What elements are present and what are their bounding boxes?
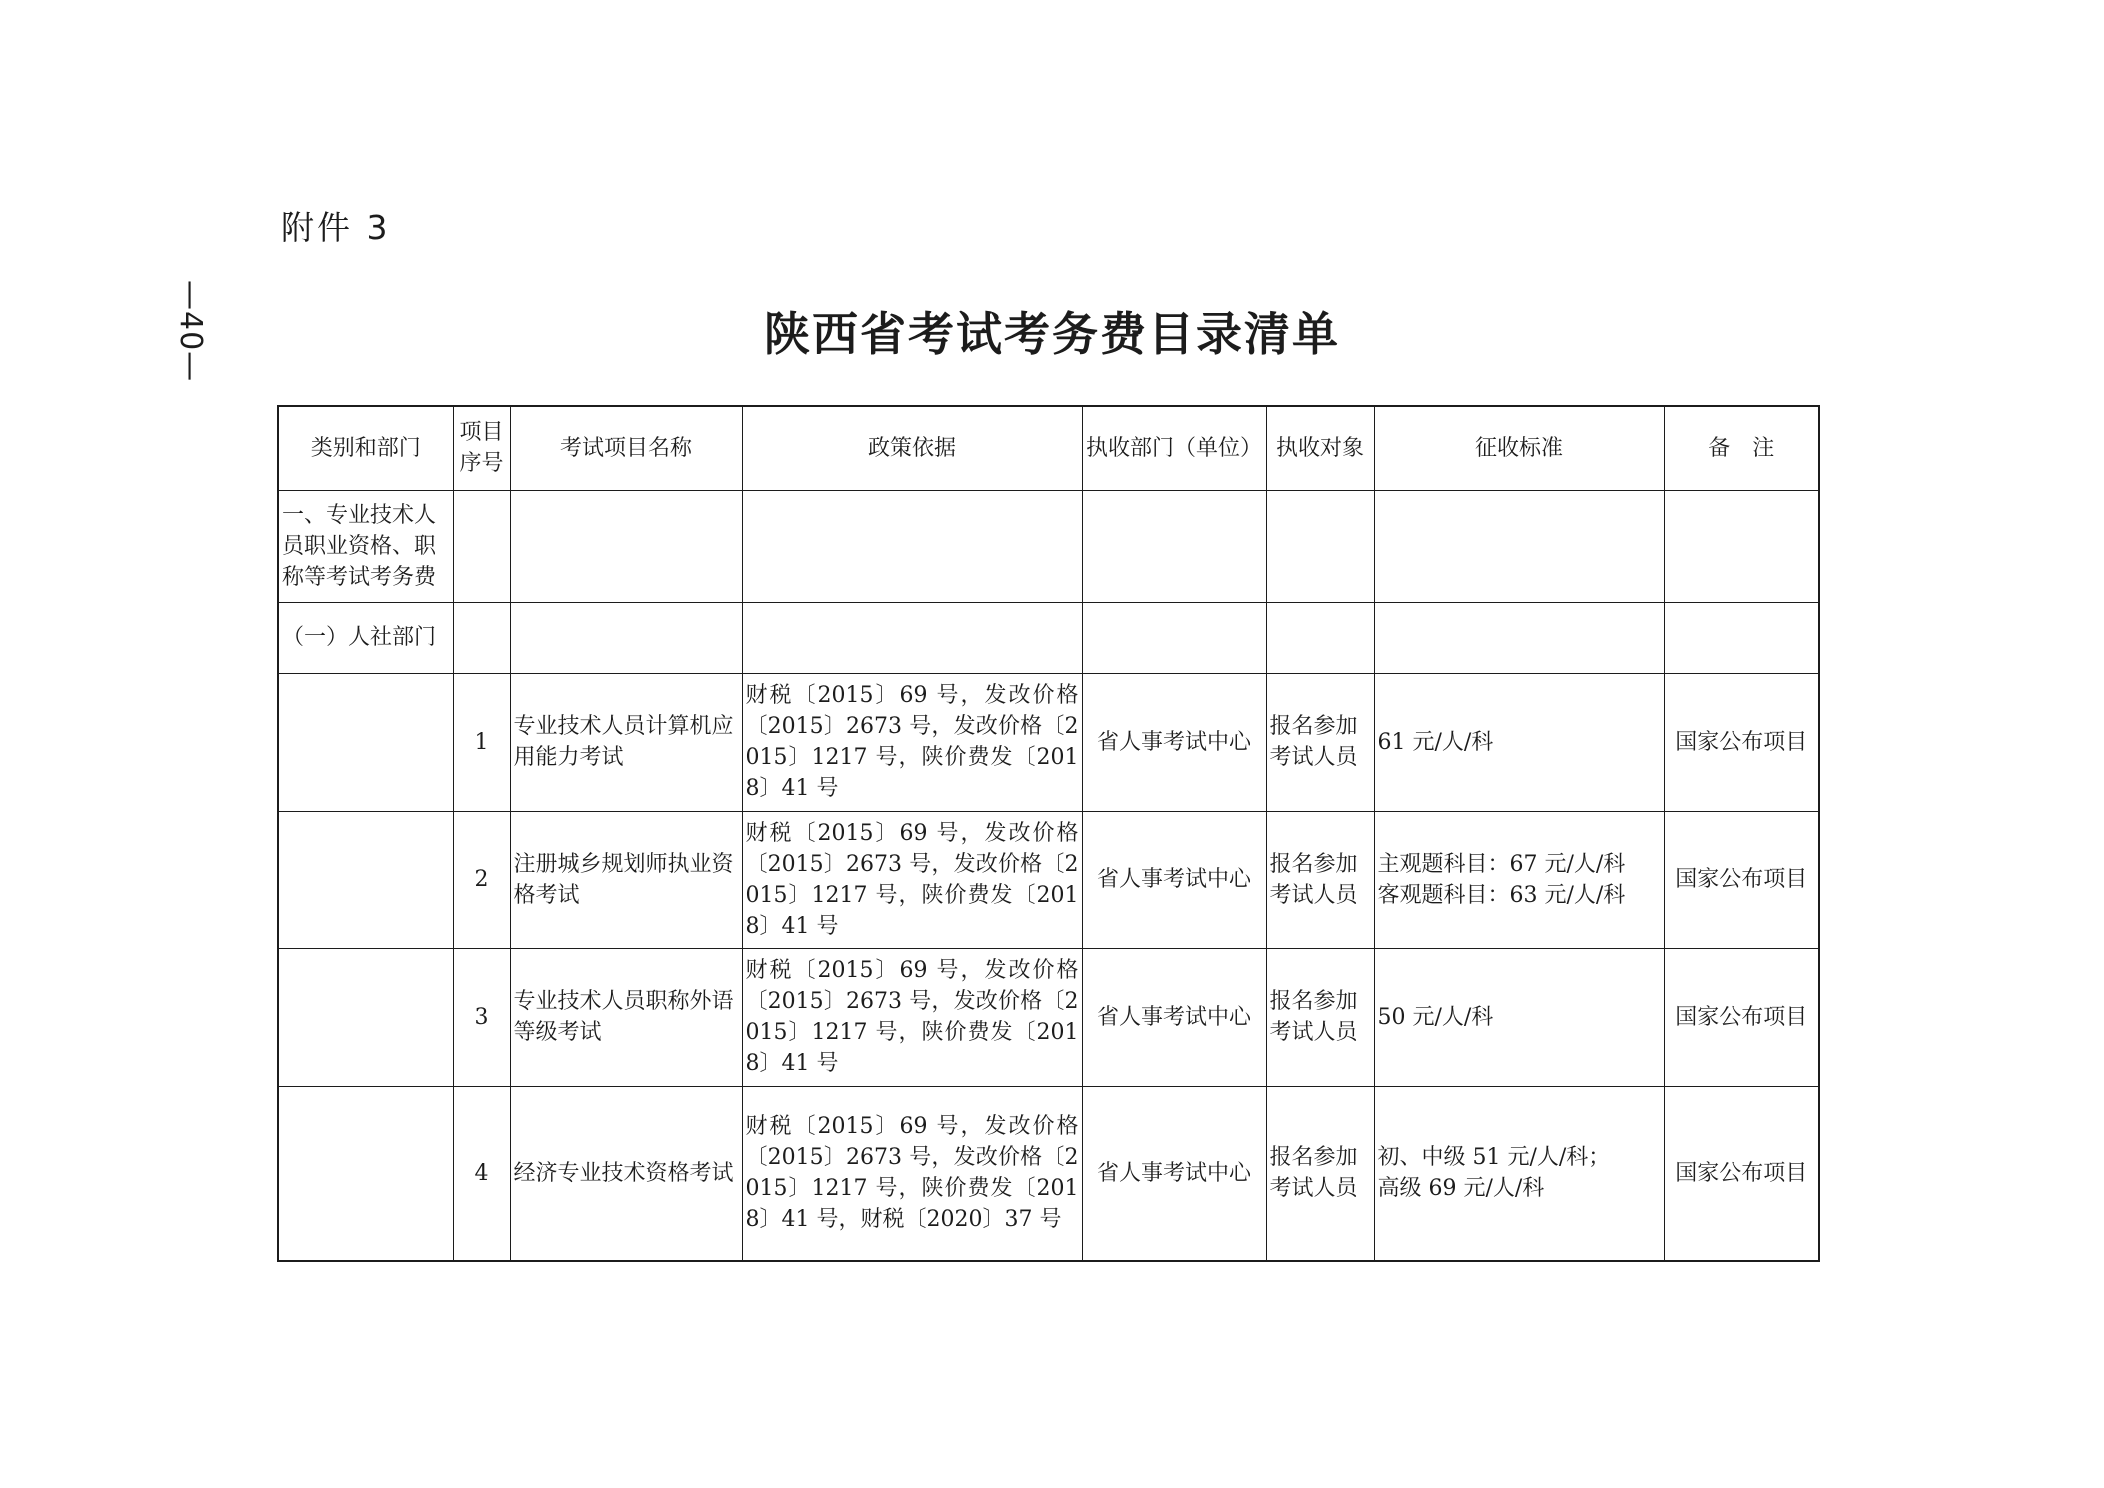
col-header-note: 备 注 <box>1664 406 1819 490</box>
row-seq: 4 <box>453 1086 510 1261</box>
row-target: 报名参加考试人员 <box>1266 1086 1374 1261</box>
row-policy: 财税〔2015〕69 号，发改价格〔2015〕2673 号，发改价格〔2015〕1217 号，陕价费发〔2018〕41 号 <box>742 811 1082 948</box>
table-row <box>278 1086 1819 1261</box>
row-standard: 50 元/人/科 <box>1374 948 1664 1086</box>
attachment-label: 附件 3 <box>281 208 391 247</box>
col-header-name: 考试项目名称 <box>510 406 742 490</box>
row-dept: 省人事考试中心 <box>1082 673 1266 811</box>
table-row <box>278 673 1819 811</box>
row-note: 国家公布项目 <box>1664 673 1819 811</box>
row-target: 报名参加考试人员 <box>1266 811 1374 948</box>
row-seq: 2 <box>453 811 510 948</box>
col-header-target: 执收对象 <box>1266 406 1374 490</box>
col-header-seq: 项目序号 <box>453 406 510 490</box>
table-row <box>278 811 1819 948</box>
row-dept: 省人事考试中心 <box>1082 811 1266 948</box>
subcategory-row <box>278 602 1819 673</box>
row-target: 报名参加考试人员 <box>1266 948 1374 1086</box>
col-header-dept: 执收部门（单位） <box>1082 406 1266 490</box>
fee-table <box>277 405 1820 1262</box>
col-header-category: 类别和部门 <box>278 406 453 490</box>
col-header-standard: 征收标准 <box>1374 406 1664 490</box>
row-note: 国家公布项目 <box>1664 1086 1819 1261</box>
row-standard: 61 元/人/科 <box>1374 673 1664 811</box>
row-exam-name: 专业技术人员职称外语等级考试 <box>510 948 742 1086</box>
row-target: 报名参加考试人员 <box>1266 673 1374 811</box>
table-row <box>278 948 1819 1086</box>
row-category <box>278 673 453 811</box>
table-header-row <box>278 406 1819 490</box>
row-category <box>278 811 453 948</box>
row-seq: 3 <box>453 948 510 1086</box>
row-note: 国家公布项目 <box>1664 948 1819 1086</box>
row-dept: 省人事考试中心 <box>1082 1086 1266 1261</box>
subcategory-cell: （一）人社部门 <box>278 602 453 673</box>
row-exam-name: 经济专业技术资格考试 <box>510 1086 742 1261</box>
row-seq: 1 <box>453 673 510 811</box>
category-row <box>278 490 1819 602</box>
document-title: 陕西省考试考务费目录清单 <box>764 307 1340 361</box>
row-policy: 财税〔2015〕69 号，发改价格〔2015〕2673 号，发改价格〔2015〕1217 号，陕价费发〔2018〕41 号 <box>742 673 1082 811</box>
row-note: 国家公布项目 <box>1664 811 1819 948</box>
row-standard: 初、中级 51 元/人/科； 高级 69 元/人/科 <box>1374 1086 1664 1261</box>
row-exam-name: 注册城乡规划师执业资格考试 <box>510 811 742 948</box>
page-number: —40— <box>173 280 208 383</box>
row-category <box>278 948 453 1086</box>
row-category <box>278 1086 453 1261</box>
row-standard: 主观题科目：67 元/人/科 客观题科目：63 元/人/科 <box>1374 811 1664 948</box>
category-cell: 一、专业技术人员职业资格、职称等考试考务费 <box>278 490 453 602</box>
row-policy: 财税〔2015〕69 号，发改价格〔2015〕2673 号，发改价格〔2015〕1217 号，陕价费发〔2018〕41 号，财税〔2020〕37 号 <box>742 1086 1082 1261</box>
row-dept: 省人事考试中心 <box>1082 948 1266 1086</box>
row-policy: 财税〔2015〕69 号，发改价格〔2015〕2673 号，发改价格〔2015〕1217 号，陕价费发〔2018〕41 号 <box>742 948 1082 1086</box>
col-header-policy: 政策依据 <box>742 406 1082 490</box>
row-exam-name: 专业技术人员计算机应用能力考试 <box>510 673 742 811</box>
